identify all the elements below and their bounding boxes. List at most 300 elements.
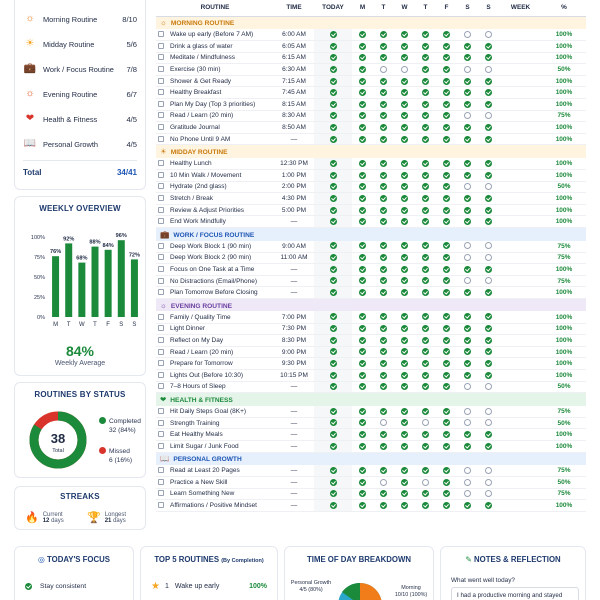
day-cell[interactable] (314, 287, 352, 299)
day-cell[interactable] (415, 170, 436, 182)
routine-checkbox[interactable] (158, 112, 164, 118)
day-cell[interactable] (478, 204, 499, 216)
day-cell[interactable] (394, 29, 415, 41)
day-cell[interactable] (314, 133, 352, 145)
day-cell[interactable] (457, 465, 478, 477)
day-cell[interactable] (478, 170, 499, 182)
routine-checkbox[interactable] (158, 218, 164, 224)
day-cell[interactable] (373, 275, 394, 287)
day-cell[interactable] (415, 346, 436, 358)
routine-checkbox[interactable] (158, 243, 164, 249)
day-cell[interactable] (436, 311, 457, 323)
day-cell[interactable] (394, 465, 415, 477)
day-cell[interactable] (415, 87, 436, 99)
day-cell[interactable] (352, 204, 373, 216)
day-cell[interactable] (436, 500, 457, 512)
routine-checkbox[interactable] (158, 383, 164, 389)
day-cell[interactable] (373, 41, 394, 53)
day-cell[interactable] (394, 323, 415, 335)
day-cell[interactable] (314, 275, 352, 287)
routine-checkbox[interactable] (158, 278, 164, 284)
routine-checkbox[interactable] (158, 431, 164, 437)
day-cell[interactable] (373, 87, 394, 99)
day-cell[interactable] (394, 181, 415, 193)
routine-checkbox[interactable] (158, 490, 164, 496)
day-cell[interactable] (415, 417, 436, 429)
day-cell[interactable] (478, 369, 499, 381)
day-cell[interactable] (314, 264, 352, 276)
day-cell[interactable] (314, 477, 352, 489)
day-cell[interactable] (394, 406, 415, 418)
day-cell[interactable] (415, 158, 436, 170)
day-cell[interactable] (457, 52, 478, 64)
day-cell[interactable] (314, 64, 352, 76)
day-cell[interactable] (457, 170, 478, 182)
day-cell[interactable] (314, 29, 352, 41)
day-cell[interactable] (352, 406, 373, 418)
day-cell[interactable] (478, 110, 499, 122)
day-cell[interactable] (436, 41, 457, 53)
routine-checkbox[interactable] (158, 467, 164, 473)
day-cell[interactable] (457, 369, 478, 381)
day-cell[interactable] (352, 311, 373, 323)
day-cell[interactable] (457, 358, 478, 370)
day-cell[interactable] (373, 500, 394, 512)
day-cell[interactable] (478, 477, 499, 489)
day-cell[interactable] (373, 170, 394, 182)
day-cell[interactable] (352, 381, 373, 393)
day-cell[interactable] (373, 110, 394, 122)
day-cell[interactable] (394, 122, 415, 134)
day-cell[interactable] (314, 440, 352, 452)
day-cell[interactable] (457, 275, 478, 287)
day-cell[interactable] (478, 500, 499, 512)
day-cell[interactable] (415, 241, 436, 253)
day-cell[interactable] (457, 264, 478, 276)
day-cell[interactable] (415, 500, 436, 512)
day-cell[interactable] (352, 133, 373, 145)
day-cell[interactable] (352, 170, 373, 182)
day-cell[interactable] (415, 440, 436, 452)
routine-checkbox[interactable] (158, 337, 164, 343)
day-cell[interactable] (394, 204, 415, 216)
day-cell[interactable] (415, 99, 436, 111)
day-cell[interactable] (314, 346, 352, 358)
day-cell[interactable] (436, 287, 457, 299)
day-cell[interactable] (436, 417, 457, 429)
day-cell[interactable] (478, 264, 499, 276)
day-cell[interactable] (415, 323, 436, 335)
day-cell[interactable] (373, 323, 394, 335)
day-cell[interactable] (373, 465, 394, 477)
day-cell[interactable] (436, 216, 457, 228)
day-cell[interactable] (457, 216, 478, 228)
day-cell[interactable] (436, 488, 457, 500)
day-cell[interactable] (415, 275, 436, 287)
day-cell[interactable] (373, 417, 394, 429)
day-cell[interactable] (352, 264, 373, 276)
day-cell[interactable] (394, 381, 415, 393)
day-cell[interactable] (478, 29, 499, 41)
day-cell[interactable] (415, 193, 436, 205)
day-cell[interactable] (436, 429, 457, 441)
day-cell[interactable] (373, 52, 394, 64)
day-cell[interactable] (415, 287, 436, 299)
day-cell[interactable] (478, 133, 499, 145)
day-cell[interactable] (352, 440, 373, 452)
day-cell[interactable] (314, 87, 352, 99)
day-cell[interactable] (314, 99, 352, 111)
day-cell[interactable] (436, 52, 457, 64)
day-cell[interactable] (394, 477, 415, 489)
day-cell[interactable] (478, 429, 499, 441)
day-cell[interactable] (436, 369, 457, 381)
day-cell[interactable] (436, 87, 457, 99)
day-cell[interactable] (373, 158, 394, 170)
day-cell[interactable] (457, 241, 478, 253)
day-cell[interactable] (373, 369, 394, 381)
routine-checkbox[interactable] (158, 43, 164, 49)
day-cell[interactable] (394, 287, 415, 299)
day-cell[interactable] (478, 193, 499, 205)
day-cell[interactable] (478, 323, 499, 335)
day-cell[interactable] (394, 311, 415, 323)
day-cell[interactable] (478, 252, 499, 264)
day-cell[interactable] (352, 287, 373, 299)
notes-textarea[interactable]: I had a productive morning and stayed (451, 587, 579, 600)
routine-checkbox[interactable] (158, 183, 164, 189)
day-cell[interactable] (314, 323, 352, 335)
day-cell[interactable] (314, 52, 352, 64)
day-cell[interactable] (314, 216, 352, 228)
day-cell[interactable] (352, 158, 373, 170)
day-cell[interactable] (457, 99, 478, 111)
day-cell[interactable] (457, 158, 478, 170)
day-cell[interactable] (436, 99, 457, 111)
day-cell[interactable] (394, 346, 415, 358)
routine-checkbox[interactable] (158, 31, 164, 37)
day-cell[interactable] (373, 358, 394, 370)
day-cell[interactable] (436, 122, 457, 134)
day-cell[interactable] (373, 287, 394, 299)
day-cell[interactable] (478, 75, 499, 87)
day-cell[interactable] (478, 87, 499, 99)
day-cell[interactable] (415, 465, 436, 477)
day-cell[interactable] (394, 110, 415, 122)
day-cell[interactable] (415, 64, 436, 76)
day-cell[interactable] (394, 417, 415, 429)
day-cell[interactable] (314, 369, 352, 381)
day-cell[interactable] (415, 75, 436, 87)
day-cell[interactable] (352, 465, 373, 477)
day-cell[interactable] (314, 252, 352, 264)
day-cell[interactable] (436, 465, 457, 477)
day-cell[interactable] (478, 358, 499, 370)
day-cell[interactable] (314, 193, 352, 205)
day-cell[interactable] (415, 369, 436, 381)
day-cell[interactable] (415, 358, 436, 370)
day-cell[interactable] (436, 241, 457, 253)
day-cell[interactable] (457, 110, 478, 122)
day-cell[interactable] (373, 335, 394, 347)
routine-checkbox[interactable] (158, 54, 164, 60)
day-cell[interactable] (415, 122, 436, 134)
day-cell[interactable] (478, 64, 499, 76)
day-cell[interactable] (314, 381, 352, 393)
day-cell[interactable] (478, 122, 499, 134)
day-cell[interactable] (457, 406, 478, 418)
day-cell[interactable] (394, 252, 415, 264)
day-cell[interactable] (478, 216, 499, 228)
day-cell[interactable] (457, 252, 478, 264)
routine-checkbox[interactable] (158, 349, 164, 355)
day-cell[interactable] (478, 158, 499, 170)
day-cell[interactable] (415, 311, 436, 323)
day-cell[interactable] (394, 275, 415, 287)
day-cell[interactable] (415, 41, 436, 53)
day-cell[interactable] (457, 311, 478, 323)
day-cell[interactable] (314, 406, 352, 418)
day-cell[interactable] (415, 29, 436, 41)
routine-checkbox[interactable] (158, 372, 164, 378)
day-cell[interactable] (478, 406, 499, 418)
day-cell[interactable] (457, 488, 478, 500)
day-cell[interactable] (457, 75, 478, 87)
day-cell[interactable] (373, 99, 394, 111)
day-cell[interactable] (436, 264, 457, 276)
day-cell[interactable] (373, 406, 394, 418)
day-cell[interactable] (373, 64, 394, 76)
routine-checkbox[interactable] (158, 89, 164, 95)
day-cell[interactable] (436, 477, 457, 489)
day-cell[interactable] (394, 369, 415, 381)
day-cell[interactable] (478, 275, 499, 287)
day-cell[interactable] (436, 204, 457, 216)
day-cell[interactable] (352, 275, 373, 287)
day-cell[interactable] (394, 429, 415, 441)
day-cell[interactable] (457, 64, 478, 76)
day-cell[interactable] (478, 41, 499, 53)
day-cell[interactable] (314, 335, 352, 347)
day-cell[interactable] (457, 181, 478, 193)
day-cell[interactable] (436, 381, 457, 393)
day-cell[interactable] (436, 335, 457, 347)
day-cell[interactable] (314, 41, 352, 53)
day-cell[interactable] (373, 181, 394, 193)
routine-checkbox[interactable] (158, 325, 164, 331)
day-cell[interactable] (373, 440, 394, 452)
day-cell[interactable] (394, 193, 415, 205)
day-cell[interactable] (352, 417, 373, 429)
day-cell[interactable] (373, 29, 394, 41)
routine-checkbox[interactable] (158, 66, 164, 72)
day-cell[interactable] (436, 252, 457, 264)
day-cell[interactable] (373, 429, 394, 441)
day-cell[interactable] (352, 241, 373, 253)
routine-checkbox[interactable] (158, 207, 164, 213)
day-cell[interactable] (394, 500, 415, 512)
day-cell[interactable] (352, 99, 373, 111)
day-cell[interactable] (436, 29, 457, 41)
routine-checkbox[interactable] (158, 254, 164, 260)
routine-checkbox[interactable] (158, 314, 164, 320)
day-cell[interactable] (352, 335, 373, 347)
day-cell[interactable] (394, 170, 415, 182)
day-cell[interactable] (352, 369, 373, 381)
day-cell[interactable] (314, 311, 352, 323)
day-cell[interactable] (457, 417, 478, 429)
day-cell[interactable] (415, 381, 436, 393)
routine-checkbox[interactable] (158, 420, 164, 426)
day-cell[interactable] (373, 216, 394, 228)
day-cell[interactable] (436, 110, 457, 122)
day-cell[interactable] (457, 87, 478, 99)
day-cell[interactable] (457, 500, 478, 512)
day-cell[interactable] (394, 87, 415, 99)
day-cell[interactable] (352, 110, 373, 122)
day-cell[interactable] (314, 417, 352, 429)
day-cell[interactable] (314, 110, 352, 122)
day-cell[interactable] (373, 204, 394, 216)
day-cell[interactable] (352, 193, 373, 205)
day-cell[interactable] (478, 52, 499, 64)
day-cell[interactable] (457, 122, 478, 134)
day-cell[interactable] (478, 335, 499, 347)
day-cell[interactable] (352, 75, 373, 87)
routine-checkbox[interactable] (158, 408, 164, 414)
routine-checkbox[interactable] (158, 360, 164, 366)
day-cell[interactable] (457, 193, 478, 205)
day-cell[interactable] (314, 429, 352, 441)
day-cell[interactable] (415, 204, 436, 216)
day-cell[interactable] (478, 99, 499, 111)
day-cell[interactable] (478, 440, 499, 452)
routine-checkbox[interactable] (158, 124, 164, 130)
day-cell[interactable] (352, 252, 373, 264)
day-cell[interactable] (478, 241, 499, 253)
day-cell[interactable] (394, 216, 415, 228)
day-cell[interactable] (415, 406, 436, 418)
day-cell[interactable] (314, 170, 352, 182)
day-cell[interactable] (352, 500, 373, 512)
day-cell[interactable] (415, 252, 436, 264)
day-cell[interactable] (457, 477, 478, 489)
day-cell[interactable] (457, 287, 478, 299)
day-cell[interactable] (415, 488, 436, 500)
day-cell[interactable] (373, 193, 394, 205)
day-cell[interactable] (436, 64, 457, 76)
day-cell[interactable] (457, 41, 478, 53)
day-cell[interactable] (352, 87, 373, 99)
day-cell[interactable] (352, 64, 373, 76)
day-cell[interactable] (314, 241, 352, 253)
day-cell[interactable] (394, 41, 415, 53)
day-cell[interactable] (394, 264, 415, 276)
day-cell[interactable] (478, 287, 499, 299)
day-cell[interactable] (436, 75, 457, 87)
day-cell[interactable] (352, 122, 373, 134)
day-cell[interactable] (394, 241, 415, 253)
day-cell[interactable] (352, 488, 373, 500)
day-cell[interactable] (352, 181, 373, 193)
day-cell[interactable] (436, 440, 457, 452)
day-cell[interactable] (478, 346, 499, 358)
routine-checkbox[interactable] (158, 78, 164, 84)
day-cell[interactable] (394, 488, 415, 500)
day-cell[interactable] (415, 133, 436, 145)
day-cell[interactable] (436, 346, 457, 358)
day-cell[interactable] (352, 29, 373, 41)
day-cell[interactable] (394, 75, 415, 87)
routine-checkbox[interactable] (158, 160, 164, 166)
routine-checkbox[interactable] (158, 172, 164, 178)
day-cell[interactable] (394, 440, 415, 452)
day-cell[interactable] (436, 275, 457, 287)
day-cell[interactable] (478, 311, 499, 323)
day-cell[interactable] (352, 41, 373, 53)
day-cell[interactable] (373, 477, 394, 489)
day-cell[interactable] (436, 406, 457, 418)
day-cell[interactable] (314, 358, 352, 370)
day-cell[interactable] (436, 170, 457, 182)
routine-checkbox[interactable] (158, 101, 164, 107)
day-cell[interactable] (478, 181, 499, 193)
day-cell[interactable] (352, 323, 373, 335)
day-cell[interactable] (457, 29, 478, 41)
day-cell[interactable] (373, 264, 394, 276)
day-cell[interactable] (436, 323, 457, 335)
day-cell[interactable] (457, 335, 478, 347)
day-cell[interactable] (373, 381, 394, 393)
day-cell[interactable] (314, 500, 352, 512)
day-cell[interactable] (415, 110, 436, 122)
day-cell[interactable] (415, 52, 436, 64)
routine-checkbox[interactable] (158, 479, 164, 485)
day-cell[interactable] (436, 358, 457, 370)
day-cell[interactable] (373, 346, 394, 358)
day-cell[interactable] (478, 381, 499, 393)
day-cell[interactable] (314, 158, 352, 170)
day-cell[interactable] (352, 429, 373, 441)
day-cell[interactable] (314, 75, 352, 87)
routine-checkbox[interactable] (158, 266, 164, 272)
focus-item[interactable] (25, 583, 86, 590)
day-cell[interactable] (394, 99, 415, 111)
day-cell[interactable] (373, 122, 394, 134)
day-cell[interactable] (373, 241, 394, 253)
day-cell[interactable] (373, 75, 394, 87)
day-cell[interactable] (457, 204, 478, 216)
day-cell[interactable] (436, 133, 457, 145)
day-cell[interactable] (373, 133, 394, 145)
day-cell[interactable] (352, 216, 373, 228)
day-cell[interactable] (457, 323, 478, 335)
day-cell[interactable] (436, 158, 457, 170)
day-cell[interactable] (415, 181, 436, 193)
day-cell[interactable] (394, 335, 415, 347)
day-cell[interactable] (394, 52, 415, 64)
day-cell[interactable] (314, 122, 352, 134)
day-cell[interactable] (352, 346, 373, 358)
day-cell[interactable] (394, 358, 415, 370)
day-cell[interactable] (457, 429, 478, 441)
day-cell[interactable] (457, 346, 478, 358)
routine-checkbox[interactable] (158, 195, 164, 201)
day-cell[interactable] (373, 488, 394, 500)
day-cell[interactable] (478, 417, 499, 429)
day-cell[interactable] (394, 158, 415, 170)
day-cell[interactable] (352, 52, 373, 64)
